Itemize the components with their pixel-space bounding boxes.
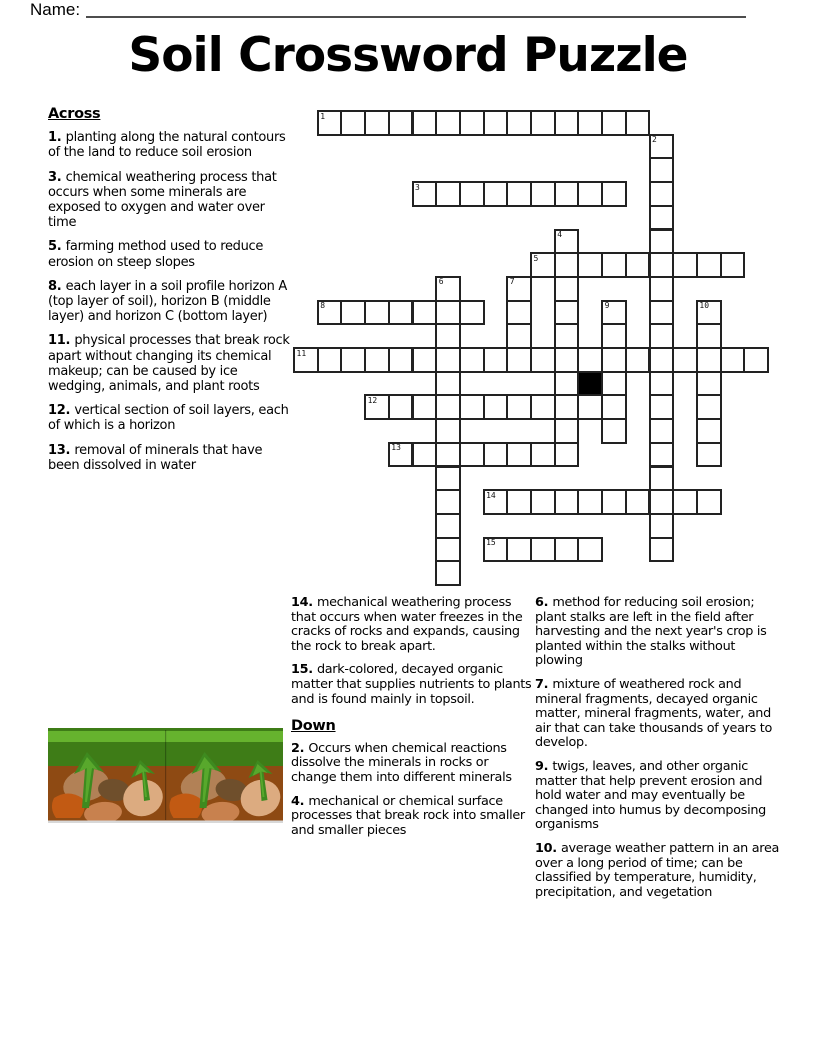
clue-text: physical processes that break rock apart without changing its chemical makeup; can be caused by ice wedging, animals, and plant roots (48, 333, 290, 395)
grid-cell[interactable] (601, 181, 627, 207)
clue-number: 10. (535, 840, 561, 856)
clue-number: 12. (48, 403, 75, 419)
grid-cell-number: 5 (533, 253, 539, 263)
grid-cell[interactable] (483, 489, 509, 515)
grid-cell[interactable] (649, 489, 675, 515)
clue-item (535, 596, 781, 669)
grid-cell[interactable] (388, 442, 414, 468)
grid-cell[interactable] (483, 394, 509, 420)
clue-number: 4. (291, 793, 309, 809)
grid-cell[interactable] (435, 394, 461, 420)
grid-cell[interactable] (672, 347, 698, 373)
grid-cell[interactable] (506, 489, 532, 515)
grid-cell[interactable] (340, 110, 366, 136)
name-fill-line[interactable] (86, 1, 746, 18)
grid-cell-number: 12 (367, 395, 378, 405)
grid-cell-number: 9 (604, 301, 610, 311)
grid-cell[interactable] (554, 442, 580, 468)
bottom-middle-clues-column (291, 596, 535, 847)
grid-cell[interactable] (554, 300, 580, 326)
grid-cell[interactable] (459, 347, 485, 373)
grid-cell[interactable] (388, 110, 414, 136)
clue-number: 11. (48, 333, 75, 349)
grid-cell[interactable] (696, 489, 722, 515)
clue-item (48, 130, 294, 160)
grid-cell[interactable] (696, 371, 722, 397)
grid-cell-number: 4 (557, 230, 563, 239)
grid-cell[interactable] (317, 347, 343, 373)
grid-cell[interactable] (483, 442, 509, 468)
grid-cell[interactable] (340, 347, 366, 373)
grid-cell[interactable] (554, 537, 580, 563)
grid-cell[interactable] (506, 110, 532, 136)
grid-cell[interactable] (577, 110, 603, 136)
grid-cell-number: 14 (486, 490, 496, 500)
grid-cell[interactable] (459, 110, 485, 136)
grid-cell-number: 10 (699, 301, 710, 311)
grid-cell[interactable] (577, 537, 603, 563)
clues-heading: Down (291, 718, 336, 735)
grid-cell[interactable] (412, 300, 438, 326)
clue-item (535, 842, 781, 900)
grid-cell[interactable] (459, 394, 485, 420)
grid-cell[interactable] (649, 347, 675, 373)
grid-cell[interactable] (696, 323, 722, 349)
grid-cell[interactable] (530, 537, 556, 563)
clue-text: vertical section of soil layers, each of which is a horizon (48, 403, 289, 434)
grid-cell[interactable] (412, 347, 438, 373)
grid-cell[interactable] (672, 252, 698, 278)
grid-cell[interactable] (649, 466, 675, 492)
grid-cell[interactable] (506, 276, 532, 302)
grid-cell-number: 8 (320, 301, 326, 311)
grid-cell[interactable] (530, 442, 556, 468)
grid-cell[interactable] (388, 394, 414, 420)
grid-cell[interactable] (601, 110, 627, 136)
clue-text: mixture of weathered rock and mineral fragments, decayed organic matter, mineral fragments, water, and air that can take thousands of years to develop. (535, 676, 772, 751)
grid-cell[interactable] (577, 489, 603, 515)
grid-cell[interactable] (577, 181, 603, 207)
clue-text: Occurs when chemical reactions dissolve the minerals in rocks or change them into different minerals (291, 740, 512, 785)
clue-number: 8. (48, 278, 66, 294)
clue-item (48, 333, 294, 394)
grid-cell[interactable] (483, 347, 509, 373)
grid-cell[interactable] (530, 110, 556, 136)
clue-item (48, 170, 294, 231)
grid-cell[interactable] (554, 181, 580, 207)
grid-cell[interactable] (720, 347, 746, 373)
clue-item (48, 239, 294, 269)
grid-cell[interactable] (601, 489, 627, 515)
grid-cell[interactable] (506, 347, 532, 373)
grid-cell[interactable] (743, 347, 769, 373)
clue-item (291, 742, 535, 786)
grid-cell[interactable] (554, 252, 580, 278)
clue-text: average weather pattern in an area over a long period of time; can be classified by temperature, humidity, precipitation, and vegetation (535, 840, 780, 900)
grid-cell[interactable] (435, 276, 461, 302)
grid-cell[interactable] (696, 300, 722, 326)
clue-number: 9. (535, 758, 553, 774)
grid-cell[interactable] (672, 489, 698, 515)
grid-cell[interactable] (364, 300, 390, 326)
grid-cell[interactable] (459, 181, 485, 207)
grid-cell[interactable] (696, 252, 722, 278)
grid-cell[interactable] (459, 442, 485, 468)
grid-cell[interactable] (649, 181, 675, 207)
clue-item (291, 795, 535, 839)
grid-cell[interactable] (530, 394, 556, 420)
grid-cell[interactable] (601, 347, 627, 373)
grid-cell[interactable] (435, 347, 461, 373)
grid-cell[interactable] (435, 513, 461, 539)
grid-cell[interactable] (554, 110, 580, 136)
grid-cell[interactable] (506, 442, 532, 468)
grid-cell-number: 6 (438, 277, 444, 287)
bottom-right-clues-column (535, 596, 781, 909)
clue-item (48, 279, 294, 325)
grid-cell[interactable] (459, 300, 485, 326)
grid-cell[interactable] (364, 347, 390, 373)
grid-cell[interactable] (293, 347, 319, 373)
clue-item (535, 678, 781, 751)
grid-cell[interactable] (483, 110, 509, 136)
clue-text: farming method used to reduce erosion on steep slopes (48, 239, 264, 270)
clue-number: 14. (291, 595, 317, 610)
clue-number: 2. (291, 740, 309, 756)
grid-cell[interactable] (601, 418, 627, 444)
grid-cell[interactable] (649, 323, 675, 349)
clue-text: chemical weathering process that occurs when some minerals are exposed to oxygen and water over time (48, 169, 277, 231)
clue-item (535, 760, 781, 833)
grid-cell[interactable] (577, 252, 603, 278)
grid-cell[interactable] (435, 300, 461, 326)
grid-cell[interactable] (696, 442, 722, 468)
grid-cell[interactable] (625, 110, 651, 136)
grid-cell[interactable] (435, 418, 461, 444)
grid-cell[interactable] (625, 347, 651, 373)
grid-cell[interactable] (601, 300, 627, 326)
name-label: Name: (30, 0, 81, 19)
grid-cell[interactable] (554, 323, 580, 349)
grid-cell[interactable] (483, 181, 509, 207)
clue-text: mechanical or chemical surface processes that break rock into smaller and smaller pieces (291, 793, 525, 838)
grid-cell[interactable] (412, 110, 438, 136)
grid-cell[interactable] (483, 537, 509, 563)
grid-cell[interactable] (364, 110, 390, 136)
crossword-grid (293, 110, 771, 588)
grid-cell[interactable] (435, 560, 461, 586)
grid-cell[interactable] (625, 252, 651, 278)
clue-number: 13. (48, 442, 75, 458)
grid-cell[interactable] (601, 252, 627, 278)
grid-cell-number: 7 (509, 277, 515, 287)
grid-cell[interactable] (412, 442, 438, 468)
page-title: Soil Crossword Puzzle (128, 28, 688, 83)
grid-cell-number: 2 (652, 135, 657, 145)
clue-text: twigs, leaves, and other organic matter that help prevent erosion and hold water and may eventually be changed into humus by decomposing organisms (535, 758, 766, 833)
grid-cell[interactable] (506, 394, 532, 420)
clue-text: planting along the natural contours of the land to reduce soil erosion (48, 130, 286, 161)
grid-cell[interactable] (649, 442, 675, 468)
clues-heading: Across (48, 106, 101, 122)
clue-item (291, 596, 535, 654)
grid-cell[interactable] (506, 537, 532, 563)
grid-cell[interactable] (412, 394, 438, 420)
clue-text: dark-colored, decayed organic matter that supplies nutrients to plants and is found mainly in topsoil. (291, 662, 532, 707)
grid-cell[interactable] (554, 347, 580, 373)
grid-cell[interactable] (601, 323, 627, 349)
grid-cell[interactable] (554, 418, 580, 444)
grid-cell[interactable] (435, 181, 461, 207)
grid-cell[interactable] (649, 252, 675, 278)
clue-number: 5. (48, 239, 66, 255)
grid-cell[interactable] (696, 418, 722, 444)
clue-text: method for reducing soil erosion; plant stalks are left in the field after harvesting and the next year's crop is planted within the stalks without plowing (535, 595, 767, 669)
soil-illustration (48, 728, 283, 823)
grid-cell[interactable] (506, 181, 532, 207)
clue-number: 6. (535, 595, 553, 610)
grid-cell[interactable] (649, 157, 675, 183)
grid-cell[interactable] (649, 513, 675, 539)
grid-cell[interactable] (720, 252, 746, 278)
grid-cell[interactable] (554, 276, 580, 302)
grid-cell[interactable] (649, 205, 675, 231)
clue-number: 7. (535, 676, 553, 692)
grid-cell[interactable] (435, 537, 461, 563)
grid-cell[interactable] (412, 181, 438, 207)
grid-cell[interactable] (435, 110, 461, 136)
grid-cell[interactable] (435, 442, 461, 468)
grid-cell[interactable] (649, 418, 675, 444)
grid-cell[interactable] (649, 134, 675, 160)
grid-cell[interactable] (530, 252, 556, 278)
name-row (30, 1, 746, 18)
grid-cell-number: 3 (415, 182, 420, 192)
grid-cell[interactable] (388, 300, 414, 326)
grid-cell[interactable] (388, 347, 414, 373)
grid-cell[interactable] (554, 229, 580, 255)
grid-cell[interactable] (649, 229, 675, 255)
grid-cell[interactable] (530, 181, 556, 207)
grid-cell[interactable] (649, 300, 675, 326)
clue-number: 15. (291, 662, 317, 678)
grid-cell[interactable] (696, 394, 722, 420)
grid-cell[interactable] (577, 394, 603, 420)
grid-cell[interactable] (649, 276, 675, 302)
clue-text: each layer in a soil profile horizon A (top layer of soil), horizon B (middle layer) and horizon C (bottom layer) (48, 278, 288, 325)
grid-cell[interactable] (577, 347, 603, 373)
grid-cell[interactable] (435, 323, 461, 349)
grid-cell-number: 15 (486, 538, 496, 548)
grid-cell[interactable] (554, 489, 580, 515)
clue-number: 3. (48, 169, 66, 185)
grid-cell-number: 13 (391, 443, 401, 453)
grid-cell[interactable] (649, 394, 675, 420)
grid-cell[interactable] (554, 371, 580, 397)
grid-cell[interactable] (435, 466, 461, 492)
grid-cell[interactable] (340, 300, 366, 326)
grid-cell[interactable] (554, 394, 580, 420)
clue-text: removal of minerals that have been dissolved in water (48, 442, 263, 473)
grid-cell-number: 1 (320, 111, 326, 121)
grid-black-cell (577, 371, 603, 397)
clue-item (48, 443, 294, 473)
clue-number: 1. (48, 130, 66, 146)
grid-cell[interactable] (435, 489, 461, 515)
clue-text: mechanical weathering process that occurs when water freezes in the cracks of rocks and expands, causing the rock to break apart. (291, 595, 523, 654)
grid-cell[interactable] (649, 371, 675, 397)
grid-cell[interactable] (506, 323, 532, 349)
grid-cell[interactable] (530, 489, 556, 515)
grid-cell-number: 11 (296, 348, 307, 358)
grid-cell[interactable] (506, 300, 532, 326)
grid-cell[interactable] (317, 300, 343, 326)
grid-cell[interactable] (625, 489, 651, 515)
grid-cell[interactable] (435, 371, 461, 397)
grid-cell[interactable] (317, 110, 343, 136)
grid-cell[interactable] (696, 347, 722, 373)
grid-cell[interactable] (649, 537, 675, 563)
clue-item (48, 403, 294, 433)
grid-cell[interactable] (601, 371, 627, 397)
grid-cell[interactable] (530, 347, 556, 373)
grid-cell[interactable] (364, 394, 390, 420)
grid-cell[interactable] (601, 394, 627, 420)
across-clues-column (48, 107, 294, 482)
clue-item (291, 663, 535, 707)
